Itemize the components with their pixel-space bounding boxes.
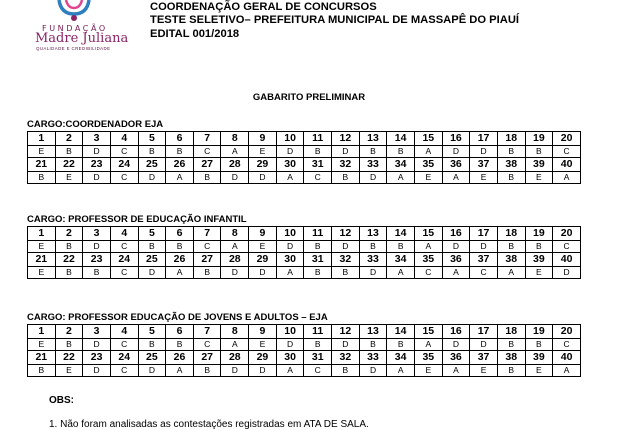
answer-cell: E bbox=[55, 172, 83, 184]
answer-cell: B bbox=[193, 267, 221, 279]
answer-cell: C bbox=[110, 267, 138, 279]
answer-cell: D bbox=[249, 267, 277, 279]
question-number-cell: 31 bbox=[304, 253, 332, 267]
question-number-cell: 37 bbox=[470, 253, 498, 267]
answer-cell: E bbox=[28, 146, 56, 158]
question-number-cell: 38 bbox=[497, 351, 525, 365]
answer-cell: D bbox=[83, 146, 111, 158]
answer-cell: B bbox=[332, 365, 360, 377]
question-number-cell: 9 bbox=[249, 227, 277, 241]
answer-cell: D bbox=[470, 241, 498, 253]
answer-cell: D bbox=[276, 146, 304, 158]
question-number-row bbox=[28, 227, 581, 241]
question-number-cell: 28 bbox=[221, 158, 249, 172]
answer-cell: B bbox=[304, 146, 332, 158]
question-number-cell: 23 bbox=[83, 351, 111, 365]
answer-cell: E bbox=[525, 365, 553, 377]
answer-row bbox=[28, 339, 581, 351]
question-number-cell: 14 bbox=[387, 132, 415, 146]
question-number-cell: 6 bbox=[166, 132, 194, 146]
question-number-cell: 5 bbox=[138, 325, 166, 339]
answer-cell: D bbox=[138, 172, 166, 184]
question-number-cell: 19 bbox=[525, 227, 553, 241]
answer-cell: B bbox=[497, 146, 525, 158]
answer-cell: E bbox=[55, 365, 83, 377]
answer-cell: D bbox=[276, 241, 304, 253]
answer-row bbox=[28, 267, 581, 279]
question-number-cell: 32 bbox=[332, 253, 360, 267]
answer-cell: E bbox=[470, 172, 498, 184]
question-number-cell: 30 bbox=[276, 253, 304, 267]
answer-cell: A bbox=[553, 365, 581, 377]
question-number-cell: 28 bbox=[221, 253, 249, 267]
answer-cell: B bbox=[304, 339, 332, 351]
question-number-cell: 10 bbox=[276, 325, 304, 339]
question-number-cell: 7 bbox=[193, 325, 221, 339]
answer-cell: C bbox=[304, 172, 332, 184]
answer-cell: D bbox=[249, 365, 277, 377]
foundation-logo bbox=[2, 0, 148, 50]
section-title: CARGO: PROFESSOR EDUCAÇÃO DE JOVENS E ADULTOS – EJA bbox=[27, 312, 328, 323]
question-number-cell: 32 bbox=[332, 158, 360, 172]
answer-cell: A bbox=[276, 267, 304, 279]
logo-emblem-icon bbox=[53, 0, 95, 24]
question-number-cell: 26 bbox=[166, 351, 194, 365]
question-number-cell: 20 bbox=[553, 132, 581, 146]
question-number-row bbox=[28, 158, 581, 172]
question-number-cell: 22 bbox=[55, 253, 83, 267]
answer-cell: C bbox=[110, 241, 138, 253]
answer-cell: A bbox=[276, 172, 304, 184]
answer-cell: D bbox=[332, 146, 360, 158]
answer-cell: B bbox=[55, 339, 83, 351]
question-number-cell: 22 bbox=[55, 158, 83, 172]
answer-cell: A bbox=[553, 172, 581, 184]
answer-cell: A bbox=[166, 365, 194, 377]
question-number-cell: 16 bbox=[442, 132, 470, 146]
question-number-cell: 6 bbox=[166, 325, 194, 339]
answer-cell: B bbox=[497, 339, 525, 351]
answer-cell: B bbox=[525, 146, 553, 158]
answer-row bbox=[28, 365, 581, 377]
question-number-cell: 18 bbox=[497, 325, 525, 339]
question-number-cell: 3 bbox=[83, 227, 111, 241]
answer-cell: D bbox=[442, 339, 470, 351]
question-number-cell: 5 bbox=[138, 132, 166, 146]
answer-cell: D bbox=[442, 146, 470, 158]
header-line-3: EDITAL 001/2018 bbox=[150, 27, 240, 40]
answer-cell: B bbox=[28, 365, 56, 377]
answer-cell: A bbox=[414, 339, 442, 351]
question-number-cell: 6 bbox=[166, 227, 194, 241]
question-number-cell: 3 bbox=[83, 325, 111, 339]
answer-cell: B bbox=[193, 172, 221, 184]
answer-cell: D bbox=[83, 365, 111, 377]
question-number-cell: 36 bbox=[442, 253, 470, 267]
question-number-cell: 20 bbox=[553, 227, 581, 241]
question-number-cell: 31 bbox=[304, 158, 332, 172]
question-number-cell: 23 bbox=[83, 158, 111, 172]
question-number-row bbox=[28, 351, 581, 365]
question-number-cell: 24 bbox=[110, 158, 138, 172]
question-number-cell: 27 bbox=[193, 351, 221, 365]
answer-cell: C bbox=[553, 241, 581, 253]
header-line-1: COORDENAÇÃO GERAL DE CONCURSOS bbox=[150, 1, 377, 13]
answer-cell: C bbox=[193, 339, 221, 351]
answer-cell: D bbox=[359, 172, 387, 184]
question-number-cell: 7 bbox=[193, 227, 221, 241]
logo-name-line1: FUNDAÇÃO bbox=[42, 24, 108, 33]
answer-cell: A bbox=[387, 267, 415, 279]
answer-cell: A bbox=[276, 365, 304, 377]
question-number-cell: 35 bbox=[414, 351, 442, 365]
answer-cell: B bbox=[138, 339, 166, 351]
question-number-cell: 29 bbox=[249, 158, 277, 172]
answer-cell: D bbox=[83, 339, 111, 351]
answer-cell: A bbox=[414, 146, 442, 158]
question-number-cell: 12 bbox=[332, 325, 360, 339]
question-number-cell: 3 bbox=[83, 132, 111, 146]
answer-cell: E bbox=[28, 241, 56, 253]
question-number-cell: 9 bbox=[249, 132, 277, 146]
answer-cell: E bbox=[28, 267, 56, 279]
question-number-cell: 25 bbox=[138, 351, 166, 365]
question-number-cell: 35 bbox=[414, 253, 442, 267]
answer-cell: B bbox=[359, 241, 387, 253]
question-number-cell: 11 bbox=[304, 132, 332, 146]
question-number-cell: 28 bbox=[221, 351, 249, 365]
question-number-cell: 8 bbox=[221, 132, 249, 146]
question-number-cell: 24 bbox=[110, 351, 138, 365]
document-header bbox=[150, 1, 519, 41]
question-number-cell: 21 bbox=[28, 158, 56, 172]
answer-cell: A bbox=[442, 267, 470, 279]
answer-cell: B bbox=[332, 172, 360, 184]
question-number-cell: 8 bbox=[221, 325, 249, 339]
question-number-cell: 18 bbox=[497, 227, 525, 241]
answer-cell: A bbox=[166, 267, 194, 279]
answer-cell: B bbox=[304, 241, 332, 253]
question-number-cell: 39 bbox=[525, 351, 553, 365]
question-number-cell: 7 bbox=[193, 132, 221, 146]
question-number-cell: 36 bbox=[442, 158, 470, 172]
question-number-cell: 17 bbox=[470, 132, 498, 146]
answer-key-table bbox=[27, 131, 581, 184]
question-number-cell: 40 bbox=[553, 351, 581, 365]
question-number-cell: 38 bbox=[497, 158, 525, 172]
answer-row bbox=[28, 241, 581, 253]
answer-cell: D bbox=[221, 172, 249, 184]
answer-cell: D bbox=[442, 241, 470, 253]
section-title: CARGO:COORDENADOR EJA bbox=[27, 119, 164, 130]
answer-cell: A bbox=[221, 241, 249, 253]
question-number-cell: 11 bbox=[304, 227, 332, 241]
answer-key-table bbox=[27, 324, 581, 377]
answer-cell: E bbox=[249, 339, 277, 351]
answer-cell: E bbox=[249, 241, 277, 253]
question-number-cell: 38 bbox=[497, 253, 525, 267]
question-number-cell: 1 bbox=[28, 325, 56, 339]
question-number-cell: 20 bbox=[553, 325, 581, 339]
answer-cell: D bbox=[221, 365, 249, 377]
question-number-cell: 39 bbox=[525, 253, 553, 267]
question-number-cell: 17 bbox=[470, 325, 498, 339]
answer-cell: E bbox=[28, 339, 56, 351]
answer-cell: D bbox=[221, 267, 249, 279]
question-number-cell: 40 bbox=[553, 158, 581, 172]
answer-cell: A bbox=[497, 267, 525, 279]
question-number-cell: 15 bbox=[414, 325, 442, 339]
page-title: GABARITO PRELIMINAR bbox=[252, 92, 366, 103]
question-number-cell: 15 bbox=[414, 227, 442, 241]
question-number-cell: 4 bbox=[110, 227, 138, 241]
answer-cell: B bbox=[525, 241, 553, 253]
question-number-cell: 2 bbox=[55, 325, 83, 339]
answer-cell: B bbox=[166, 241, 194, 253]
question-number-cell: 16 bbox=[442, 325, 470, 339]
answer-cell: D bbox=[138, 365, 166, 377]
answer-cell: D bbox=[470, 339, 498, 351]
answer-cell: D bbox=[138, 267, 166, 279]
answer-cell: D bbox=[332, 339, 360, 351]
question-number-cell: 11 bbox=[304, 325, 332, 339]
header-line-2: TESTE SELETIVO– PREFEITURA MUNICIPAL DE MASSAPÊ DO PIAUÍ bbox=[150, 14, 520, 27]
question-number-cell: 13 bbox=[359, 325, 387, 339]
question-number-cell: 40 bbox=[553, 253, 581, 267]
question-number-cell: 37 bbox=[470, 351, 498, 365]
question-number-cell: 30 bbox=[276, 351, 304, 365]
answer-cell: A bbox=[221, 339, 249, 351]
answer-cell: C bbox=[110, 146, 138, 158]
answer-cell: B bbox=[387, 241, 415, 253]
answer-cell: A bbox=[442, 365, 470, 377]
answer-cell: B bbox=[83, 267, 111, 279]
answer-cell: B bbox=[359, 339, 387, 351]
answer-cell: C bbox=[193, 146, 221, 158]
answer-cell: A bbox=[414, 241, 442, 253]
question-number-cell: 18 bbox=[497, 132, 525, 146]
answer-cell: E bbox=[525, 267, 553, 279]
answer-cell: B bbox=[138, 241, 166, 253]
question-number-cell: 27 bbox=[193, 253, 221, 267]
answer-cell: C bbox=[553, 146, 581, 158]
answer-cell: C bbox=[553, 339, 581, 351]
answer-cell: C bbox=[110, 172, 138, 184]
answer-cell: C bbox=[304, 365, 332, 377]
answer-cell: B bbox=[55, 241, 83, 253]
answer-cell: C bbox=[110, 339, 138, 351]
question-number-cell: 29 bbox=[249, 253, 277, 267]
answer-cell: D bbox=[249, 172, 277, 184]
logo-tagline: QUALIDADE E CREDIBILIDADE bbox=[36, 46, 111, 51]
question-number-cell: 36 bbox=[442, 351, 470, 365]
answer-cell: B bbox=[525, 339, 553, 351]
answer-cell: B bbox=[55, 146, 83, 158]
question-number-cell: 4 bbox=[110, 132, 138, 146]
answer-cell: B bbox=[387, 146, 415, 158]
answer-cell: B bbox=[304, 267, 332, 279]
question-number-row bbox=[28, 325, 581, 339]
obs-note: 1. Não foram analisadas as contestações registradas em ATA DE SALA. bbox=[49, 419, 369, 430]
question-number-cell: 31 bbox=[304, 351, 332, 365]
answer-cell: B bbox=[332, 267, 360, 279]
answer-row bbox=[28, 146, 581, 158]
question-number-cell: 14 bbox=[387, 227, 415, 241]
answer-cell: E bbox=[249, 146, 277, 158]
question-number-cell: 26 bbox=[166, 253, 194, 267]
answer-row bbox=[28, 172, 581, 184]
answer-cell: E bbox=[470, 365, 498, 377]
question-number-cell: 25 bbox=[138, 253, 166, 267]
question-number-cell: 30 bbox=[276, 158, 304, 172]
obs-label: OBS: bbox=[49, 395, 74, 406]
question-number-cell: 22 bbox=[55, 351, 83, 365]
answer-cell: E bbox=[414, 172, 442, 184]
question-number-cell: 23 bbox=[83, 253, 111, 267]
question-number-cell: 12 bbox=[332, 132, 360, 146]
question-number-cell: 34 bbox=[387, 158, 415, 172]
answer-cell: B bbox=[497, 241, 525, 253]
logo-name-line2: Madre Juliana bbox=[35, 31, 129, 46]
answer-section bbox=[27, 119, 581, 184]
question-number-cell: 29 bbox=[249, 351, 277, 365]
answer-key-table bbox=[27, 226, 581, 279]
question-number-row bbox=[28, 132, 581, 146]
question-number-cell: 25 bbox=[138, 158, 166, 172]
question-number-cell: 37 bbox=[470, 158, 498, 172]
answer-cell: C bbox=[110, 365, 138, 377]
answer-cell: B bbox=[497, 172, 525, 184]
section-title: CARGO: PROFESSOR DE EDUCAÇÃO INFANTIL bbox=[27, 214, 247, 225]
question-number-cell: 33 bbox=[359, 351, 387, 365]
answer-cell: C bbox=[470, 267, 498, 279]
answer-cell: E bbox=[525, 172, 553, 184]
question-number-cell: 21 bbox=[28, 253, 56, 267]
question-number-cell: 33 bbox=[359, 253, 387, 267]
question-number-cell: 9 bbox=[249, 325, 277, 339]
answer-cell: B bbox=[28, 172, 56, 184]
question-number-cell: 8 bbox=[221, 227, 249, 241]
question-number-cell: 2 bbox=[55, 132, 83, 146]
answer-cell: B bbox=[387, 339, 415, 351]
question-number-cell: 19 bbox=[525, 132, 553, 146]
answer-cell: D bbox=[553, 267, 581, 279]
question-number-row bbox=[28, 253, 581, 267]
question-number-cell: 12 bbox=[332, 227, 360, 241]
answer-cell: A bbox=[166, 172, 194, 184]
question-number-cell: 14 bbox=[387, 325, 415, 339]
question-number-cell: 16 bbox=[442, 227, 470, 241]
question-number-cell: 34 bbox=[387, 253, 415, 267]
question-number-cell: 10 bbox=[276, 227, 304, 241]
question-number-cell: 24 bbox=[110, 253, 138, 267]
answer-cell: D bbox=[83, 172, 111, 184]
answer-cell: A bbox=[221, 146, 249, 158]
answer-cell: D bbox=[359, 267, 387, 279]
question-number-cell: 1 bbox=[28, 227, 56, 241]
question-number-cell: 39 bbox=[525, 158, 553, 172]
answer-cell: B bbox=[55, 267, 83, 279]
question-number-cell: 26 bbox=[166, 158, 194, 172]
question-number-cell: 19 bbox=[525, 325, 553, 339]
answer-cell: A bbox=[442, 172, 470, 184]
answer-cell: B bbox=[166, 339, 194, 351]
question-number-cell: 13 bbox=[359, 132, 387, 146]
answer-cell: B bbox=[166, 146, 194, 158]
question-number-cell: 13 bbox=[359, 227, 387, 241]
question-number-cell: 15 bbox=[414, 132, 442, 146]
question-number-cell: 5 bbox=[138, 227, 166, 241]
answer-cell: D bbox=[332, 241, 360, 253]
question-number-cell: 10 bbox=[276, 132, 304, 146]
question-number-cell: 35 bbox=[414, 158, 442, 172]
answer-cell: C bbox=[414, 267, 442, 279]
answer-cell: B bbox=[359, 146, 387, 158]
question-number-cell: 34 bbox=[387, 351, 415, 365]
answer-cell: D bbox=[276, 339, 304, 351]
answer-cell: C bbox=[193, 241, 221, 253]
answer-cell: D bbox=[359, 365, 387, 377]
answer-cell: B bbox=[138, 146, 166, 158]
answer-cell: E bbox=[414, 365, 442, 377]
answer-cell: A bbox=[387, 172, 415, 184]
question-number-cell: 21 bbox=[28, 351, 56, 365]
answer-cell: A bbox=[387, 365, 415, 377]
answer-cell: B bbox=[193, 365, 221, 377]
question-number-cell: 33 bbox=[359, 158, 387, 172]
question-number-cell: 32 bbox=[332, 351, 360, 365]
question-number-cell: 4 bbox=[110, 325, 138, 339]
question-number-cell: 27 bbox=[193, 158, 221, 172]
answer-cell: D bbox=[470, 146, 498, 158]
answer-section bbox=[27, 312, 581, 377]
question-number-cell: 17 bbox=[470, 227, 498, 241]
question-number-cell: 2 bbox=[55, 227, 83, 241]
answer-section bbox=[27, 214, 581, 279]
answer-cell: D bbox=[83, 241, 111, 253]
question-number-cell: 1 bbox=[28, 132, 56, 146]
answer-cell: B bbox=[497, 365, 525, 377]
